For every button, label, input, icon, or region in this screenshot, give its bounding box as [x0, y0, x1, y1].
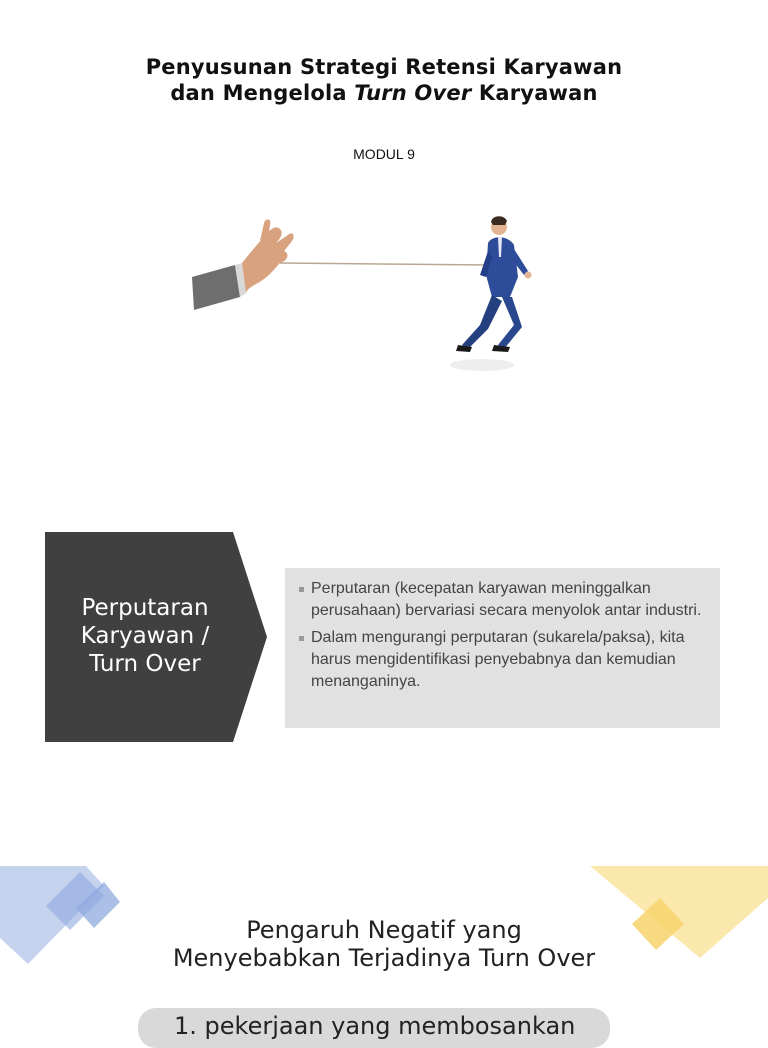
hair — [491, 216, 507, 225]
shoe-right — [492, 345, 510, 352]
title-line-2-prefix: dan Mengelola — [170, 81, 355, 105]
suit-jacket — [486, 237, 518, 297]
negative-effects-slide — [0, 862, 768, 1040]
bullet-item: Perputaran (kecepatan karyawan meninggalkan perusahaan) bervariasi secara menyolok antar industri. — [299, 578, 708, 622]
title-line-1: Penyusunan Strategi Retensi Karyawan — [145, 55, 623, 79]
title-line-2-emphasis: Turn Over — [354, 81, 472, 105]
list-item-pill: 1. pekerjaan yang membosankan — [138, 1008, 610, 1048]
sleeve-shape — [192, 265, 240, 310]
leg-left — [462, 295, 502, 349]
title-slide — [0, 0, 768, 440]
leg-right — [498, 297, 522, 349]
module-label: MODUL 9 — [353, 146, 415, 162]
string-line — [280, 263, 492, 265]
businessman-figure — [450, 216, 532, 371]
shadow — [450, 359, 514, 371]
heading-line-2: Menyebabkan Terjadinya Turn Over — [172, 944, 596, 972]
title-line-2 — [0, 80, 768, 106]
slide-title — [0, 54, 768, 106]
heading-line-1: Pengaruh Negatif yang — [246, 916, 522, 944]
turnover-definition-slide — [0, 530, 768, 745]
puppet-businessman-illustration — [180, 205, 560, 390]
hand-right — [525, 272, 532, 279]
bullet-item: Dalam mengurangi perputaran (sukarela/paksa), kita harus mengidentifikasi penyebabnya dan kemudian menanganinya. — [299, 627, 708, 693]
info-box — [285, 568, 720, 728]
section-heading — [0, 916, 768, 972]
title-line-2-suffix: Karyawan — [471, 81, 598, 105]
chevron-label: Perputaran Karyawan / Turn Over — [80, 595, 210, 677]
